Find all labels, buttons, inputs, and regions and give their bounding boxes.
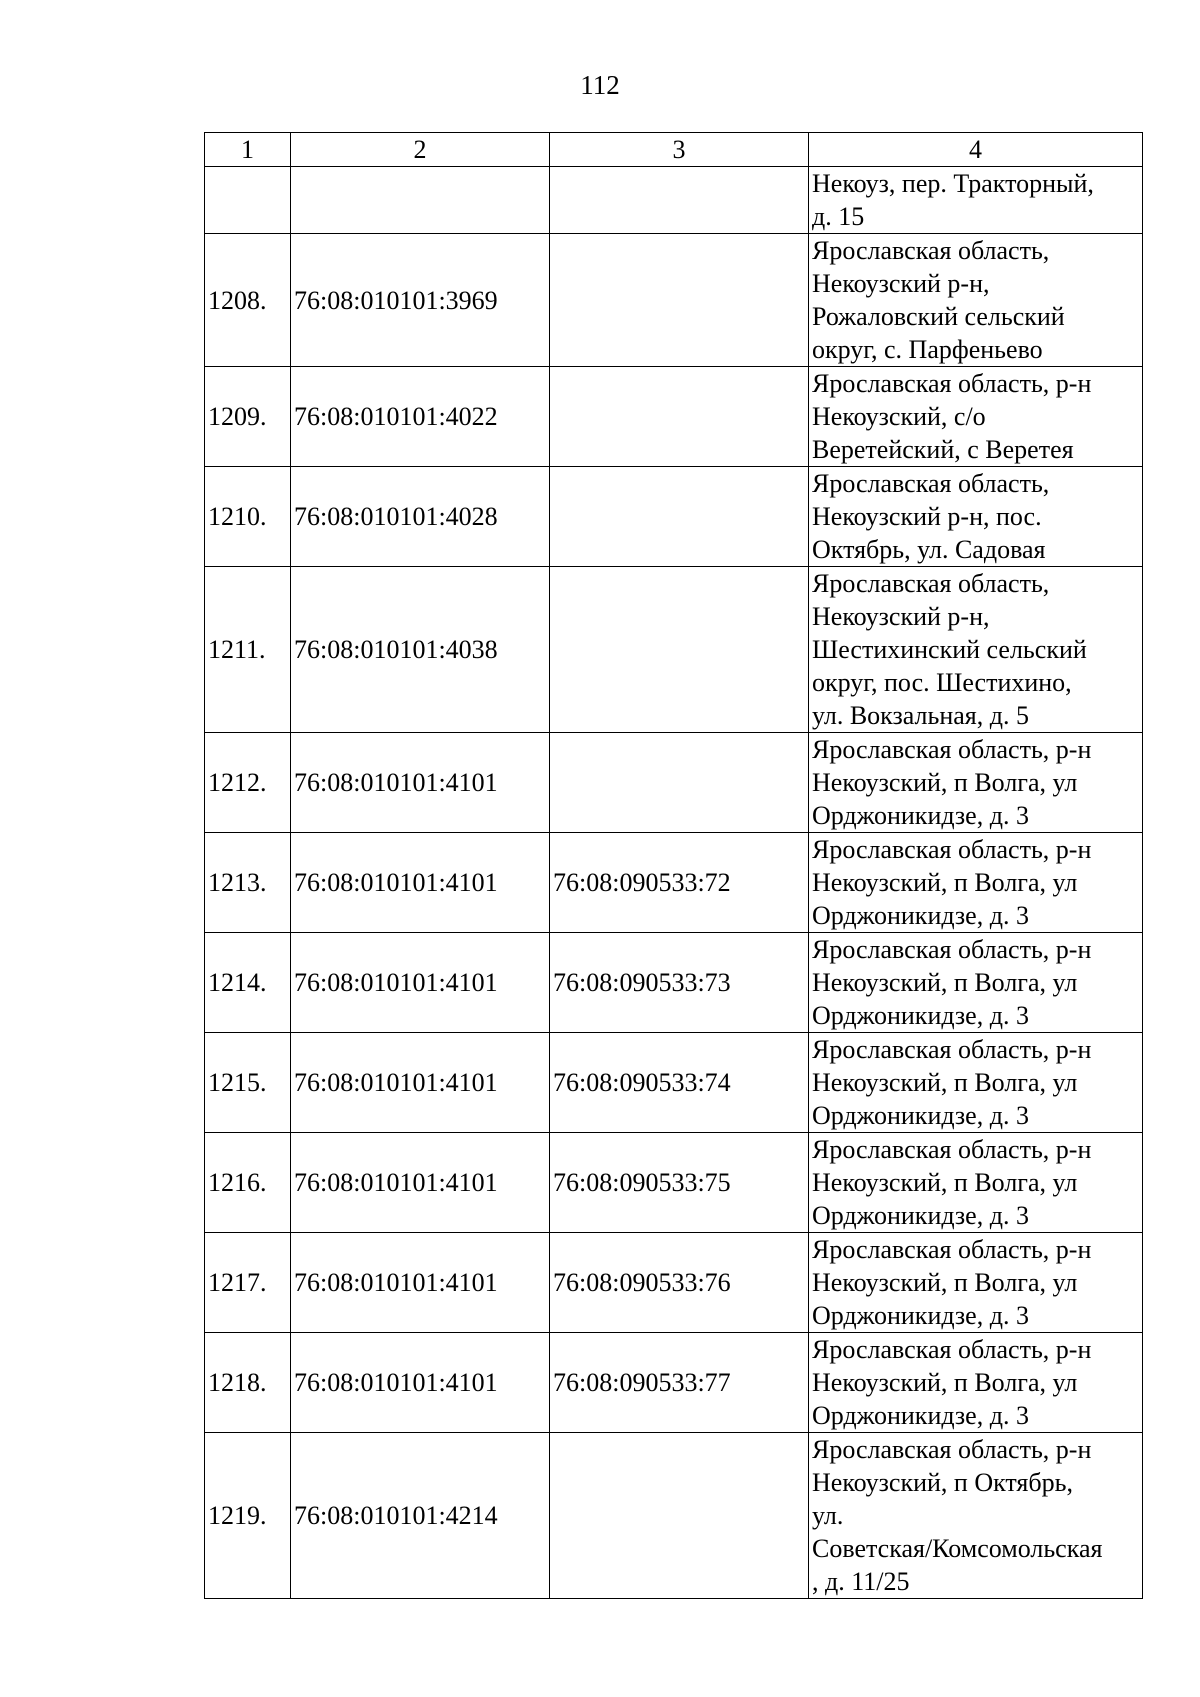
address-line: округ, пос. Шестихино, xyxy=(812,668,1072,697)
cadastral-number-cell: 76:08:010101:4101 xyxy=(291,1333,550,1433)
address-line: Некоузский р-н, пос. xyxy=(812,502,1042,531)
table-row xyxy=(205,1033,1143,1133)
address-line: Орджоникидзе, д. 3 xyxy=(812,801,1029,830)
row-number-cell: 1218. xyxy=(205,1333,291,1433)
table-row xyxy=(205,733,1143,833)
parcel-number-cell xyxy=(550,733,809,833)
table-row xyxy=(205,567,1143,733)
parcel-number-cell xyxy=(550,567,809,733)
table-row xyxy=(205,234,1143,367)
address-line: Ярославская область, xyxy=(812,469,1050,498)
address-line: Рожаловский сельский xyxy=(812,302,1065,331)
table-row xyxy=(205,367,1143,467)
column-header-3: 3 xyxy=(550,133,809,167)
parcel-number-cell xyxy=(550,467,809,567)
address-line: Некоузский, п Волга, ул xyxy=(812,1068,1078,1097)
parcel-number-cell: 76:08:090533:77 xyxy=(550,1333,809,1433)
address-line: Орджоникидзе, д. 3 xyxy=(812,1301,1029,1330)
cadastral-number-cell: 76:08:010101:4101 xyxy=(291,933,550,1033)
address-line: ул. xyxy=(812,1501,844,1530)
address-line: Некоузский, п Волга, ул xyxy=(812,868,1078,897)
address-line: Ярославская область, р-н xyxy=(812,369,1092,398)
table-row xyxy=(205,1133,1143,1233)
address-line: Ярославская область, р-н xyxy=(812,1435,1092,1464)
cadastral-number-cell: 76:08:010101:4022 xyxy=(291,367,550,467)
cadastral-number-cell: 76:08:010101:4101 xyxy=(291,733,550,833)
cadastral-number-cell: 76:08:010101:4101 xyxy=(291,1033,550,1133)
address-cell xyxy=(809,1333,1143,1433)
address-line: Некоузский, п Волга, ул xyxy=(812,968,1078,997)
table-row xyxy=(205,1233,1143,1333)
address-line: д. 15 xyxy=(812,202,865,231)
table-row xyxy=(205,833,1143,933)
row-number-cell: 1213. xyxy=(205,833,291,933)
row-number-cell: 1216. xyxy=(205,1133,291,1233)
table-header-row xyxy=(205,133,1143,167)
row-number-cell: 1215. xyxy=(205,1033,291,1133)
row-number-cell: 1212. xyxy=(205,733,291,833)
parcel-number-cell: 76:08:090533:76 xyxy=(550,1233,809,1333)
address-line: ул. Вокзальная, д. 5 xyxy=(812,701,1029,730)
parcel-number-cell: 76:08:090533:73 xyxy=(550,933,809,1033)
parcel-number-cell xyxy=(550,234,809,367)
address-line: Ярославская область, xyxy=(812,236,1050,265)
cadastral-number-cell: 76:08:010101:4028 xyxy=(291,467,550,567)
cadastral-number-cell: 76:08:010101:4101 xyxy=(291,1233,550,1333)
address-line: Ярославская область, xyxy=(812,569,1050,598)
address-line: Ярославская область, р-н xyxy=(812,1135,1092,1164)
address-line: Ярославская область, р-н xyxy=(812,835,1092,864)
cadastral-number-cell xyxy=(291,167,550,234)
address-line: Веретейский, с Веретея xyxy=(812,435,1074,464)
address-cell xyxy=(809,933,1143,1033)
address-line: Некоузский, п Волга, ул xyxy=(812,1268,1078,1297)
address-line: Некоузский, п Волга, ул xyxy=(812,1168,1078,1197)
address-cell xyxy=(809,367,1143,467)
row-number-cell: 1219. xyxy=(205,1433,291,1599)
address-cell xyxy=(809,1233,1143,1333)
address-line: Орджоникидзе, д. 3 xyxy=(812,1101,1029,1130)
table-body xyxy=(205,133,1143,1599)
parcel-number-cell xyxy=(550,167,809,234)
address-line: , д. 11/25 xyxy=(812,1567,910,1596)
address-line: Орджоникидзе, д. 3 xyxy=(812,901,1029,930)
row-number-cell: 1214. xyxy=(205,933,291,1033)
address-cell xyxy=(809,833,1143,933)
address-cell xyxy=(809,467,1143,567)
table-row xyxy=(205,467,1143,567)
address-cell xyxy=(809,167,1143,234)
address-line: Ярославская область, р-н xyxy=(812,1035,1092,1064)
address-line: Шестихинский сельский xyxy=(812,635,1087,664)
column-header-2: 2 xyxy=(291,133,550,167)
row-number-cell: 1210. xyxy=(205,467,291,567)
table-row xyxy=(205,933,1143,1033)
address-cell xyxy=(809,1433,1143,1599)
parcel-number-cell: 76:08:090533:72 xyxy=(550,833,809,933)
address-line: Ярославская область, р-н xyxy=(812,1335,1092,1364)
register-table xyxy=(204,132,1143,1599)
column-header-4: 4 xyxy=(809,133,1143,167)
cadastral-number-cell: 76:08:010101:4101 xyxy=(291,1133,550,1233)
parcel-number-cell xyxy=(550,1433,809,1599)
address-line: Октябрь, ул. Садовая xyxy=(812,535,1046,564)
address-line: Ярославская область, р-н xyxy=(812,735,1092,764)
address-line: Орджоникидзе, д. 3 xyxy=(812,1201,1029,1230)
address-line: Орджоникидзе, д. 3 xyxy=(812,1401,1029,1430)
table-row xyxy=(205,167,1143,234)
cadastral-number-cell: 76:08:010101:4214 xyxy=(291,1433,550,1599)
address-line: Советская/Комсомольская xyxy=(812,1534,1103,1563)
cadastral-number-cell: 76:08:010101:3969 xyxy=(291,234,550,367)
address-line: Некоуз, пер. Тракторный, xyxy=(812,169,1094,198)
cadastral-number-cell: 76:08:010101:4101 xyxy=(291,833,550,933)
row-number-cell: 1209. xyxy=(205,367,291,467)
row-number-cell: 1217. xyxy=(205,1233,291,1333)
address-line: Некоузский, п Волга, ул xyxy=(812,768,1078,797)
cadastral-number-cell: 76:08:010101:4038 xyxy=(291,567,550,733)
address-line: Некоузский р-н, xyxy=(812,602,990,631)
row-number-cell: 1211. xyxy=(205,567,291,733)
parcel-number-cell: 76:08:090533:75 xyxy=(550,1133,809,1233)
address-line: Некоузский р-н, xyxy=(812,269,990,298)
address-line: Ярославская область, р-н xyxy=(812,935,1092,964)
parcel-number-cell xyxy=(550,367,809,467)
row-number-cell xyxy=(205,167,291,234)
address-line: Ярославская область, р-н xyxy=(812,1235,1092,1264)
address-line: Некоузский, с/о xyxy=(812,402,986,431)
address-cell xyxy=(809,567,1143,733)
table-row xyxy=(205,1433,1143,1599)
address-line: Орджоникидзе, д. 3 xyxy=(812,1001,1029,1030)
column-header-1: 1 xyxy=(205,133,291,167)
table-row xyxy=(205,1333,1143,1433)
row-number-cell: 1208. xyxy=(205,234,291,367)
page-number: 112 xyxy=(580,70,620,100)
address-line: Некоузский, п Октябрь, xyxy=(812,1468,1073,1497)
address-line: Некоузский, п Волга, ул xyxy=(812,1368,1078,1397)
address-cell xyxy=(809,1033,1143,1133)
address-cell xyxy=(809,1133,1143,1233)
parcel-number-cell: 76:08:090533:74 xyxy=(550,1033,809,1133)
address-cell xyxy=(809,733,1143,833)
address-cell xyxy=(809,234,1143,367)
address-line: округ, с. Парфеньево xyxy=(812,335,1043,364)
